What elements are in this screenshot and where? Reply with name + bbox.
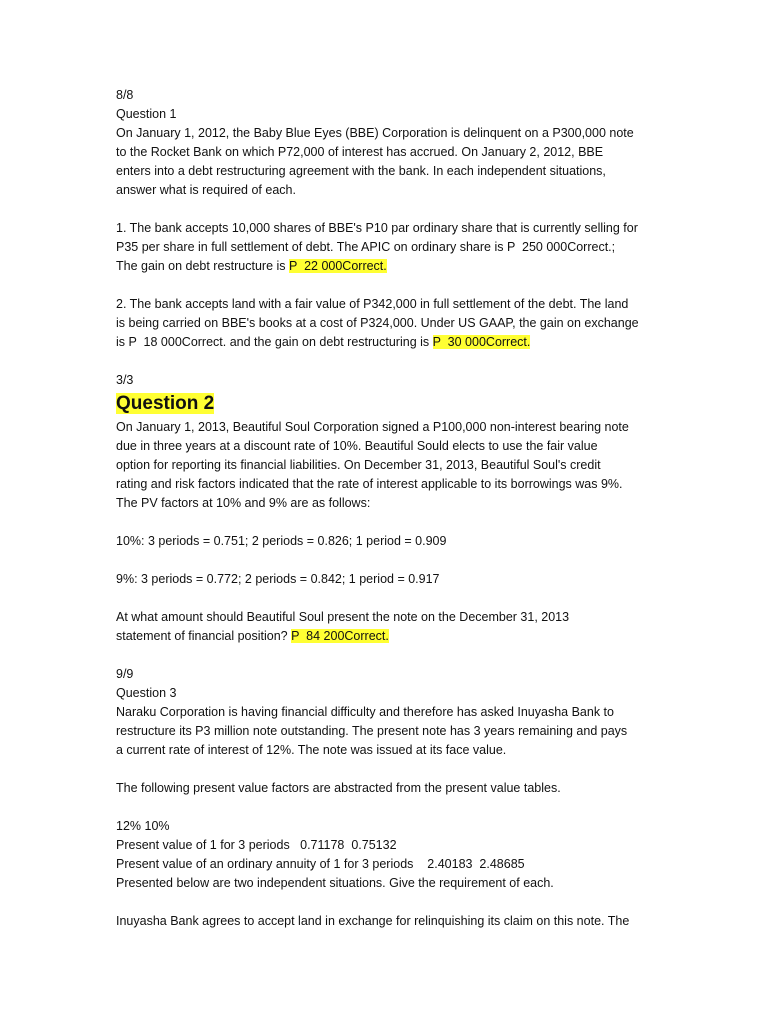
q3-intro-line: restructure its P3 million note outstanding. The present note has 3 years remaining and pays [116,724,628,738]
spacer [116,798,656,817]
q2-answer-line [116,627,656,646]
q1-part1-answer-highlight: P 22 000Correct. [289,259,387,273]
q2-answer-highlight: P 84 200Correct. [291,629,389,643]
q3-score: 9/9 [116,667,134,681]
q3-intro-line: Naraku Corporation is having financial difficulty and therefore has asked Inuyasha Bank to [116,705,614,719]
q1-part1-line: 1. The bank accepts 10,000 shares of BBE's P10 par ordinary share that is currently selling for [116,221,638,235]
q2-intro-line: option for reporting its financial liabilities. On December 31, 2013, Beautiful Soul's credit [116,458,601,472]
q1-part1-answer-label: The gain on debt restructure is [116,259,290,273]
q1-intro-line: to the Rocket Bank on which P72,000 of interest has accrued. On January 2, 2012, BBE [116,145,604,159]
spacer [116,760,656,779]
q1-intro-line: enters into a debt restructuring agreement with the bank. In each independent situations, [116,164,606,178]
spacer [116,200,656,219]
q1-part2-answer-highlight: P 30 000Correct. [432,335,531,349]
q3-table-row: Present value of an ordinary annuity of 1 for 3 periods 2.40183 2.48685 [116,857,525,871]
q2-answer-label: statement of financial position? [116,629,292,643]
q2-intro-line: On January 1, 2013, Beautiful Soul Corporation signed a P100,000 non-interest bearing note [116,420,629,434]
q3-situations-line: Presented below are two independent situations. Give the requirement of each. [116,876,554,890]
spacer [116,589,656,608]
q1-part1-line: P35 per share in full settlement of debt. The APIC on ordinary share is P 250 000Correct.; [116,240,616,254]
q1-part2-line: 2. The bank accepts land with a fair value of P342,000 in full settlement of the debt. The land [116,297,629,311]
q2-ask-line: At what amount should Beautiful Soul present the note on the December 31, 2013 [116,610,570,624]
q3-table-row: Present value of 1 for 3 periods 0.71178 0.75132 [116,838,397,852]
spacer [116,646,656,665]
q3-table-header: 12% 10% [116,819,170,833]
q2-intro-line: due in three years at a discount rate of 10%. Beautiful Sould elects to use the fair value [116,439,598,453]
document-body [116,86,656,931]
q3-last-line: Inuyasha Bank agrees to accept land in exchange for relinquishing its claim on this note. The [116,914,630,928]
q1-part2-line: is being carried on BBE's books at a cost of P324,000. Under US GAAP, the gain on exchange [116,316,639,330]
q2-pv10: 10%: 3 periods = 0.751; 2 periods = 0.826; 1 period = 0.909 [116,534,447,548]
q1-intro-line: On January 1, 2012, the Baby Blue Eyes (BBE) Corporation is delinquent on a P300,000 note [116,126,634,140]
q1-part2-answer-label: is P 18 000Correct. and the gain on debt restructuring is [116,335,433,349]
q2-intro-line: The PV factors at 10% and 9% are as follows: [116,496,371,510]
spacer [116,551,656,570]
spacer [116,893,656,912]
q2-title-highlight: Question 2 [116,393,215,414]
spacer [116,352,656,371]
q1-intro-line: answer what is required of each. [116,183,296,197]
q2-score: 3/3 [116,373,134,387]
q1-title: Question 1 [116,107,177,121]
q1-part1-answer-line [116,257,656,276]
q2-title [116,390,656,418]
q1-part2-answer-line [116,333,656,352]
q2-pv9: 9%: 3 periods = 0.772; 2 periods = 0.842; 1 period = 0.917 [116,572,440,586]
q3-intro-line: a current rate of interest of 12%. The note was issued at its face value. [116,743,507,757]
spacer [116,513,656,532]
q2-intro-line: rating and risk factors indicated that the rate of interest applicable to its borrowings was 9%. [116,477,623,491]
q3-title: Question 3 [116,686,177,700]
spacer [116,276,656,295]
q1-score: 8/8 [116,88,134,102]
q3-factors-intro: The following present value factors are abstracted from the present value tables. [116,781,561,795]
